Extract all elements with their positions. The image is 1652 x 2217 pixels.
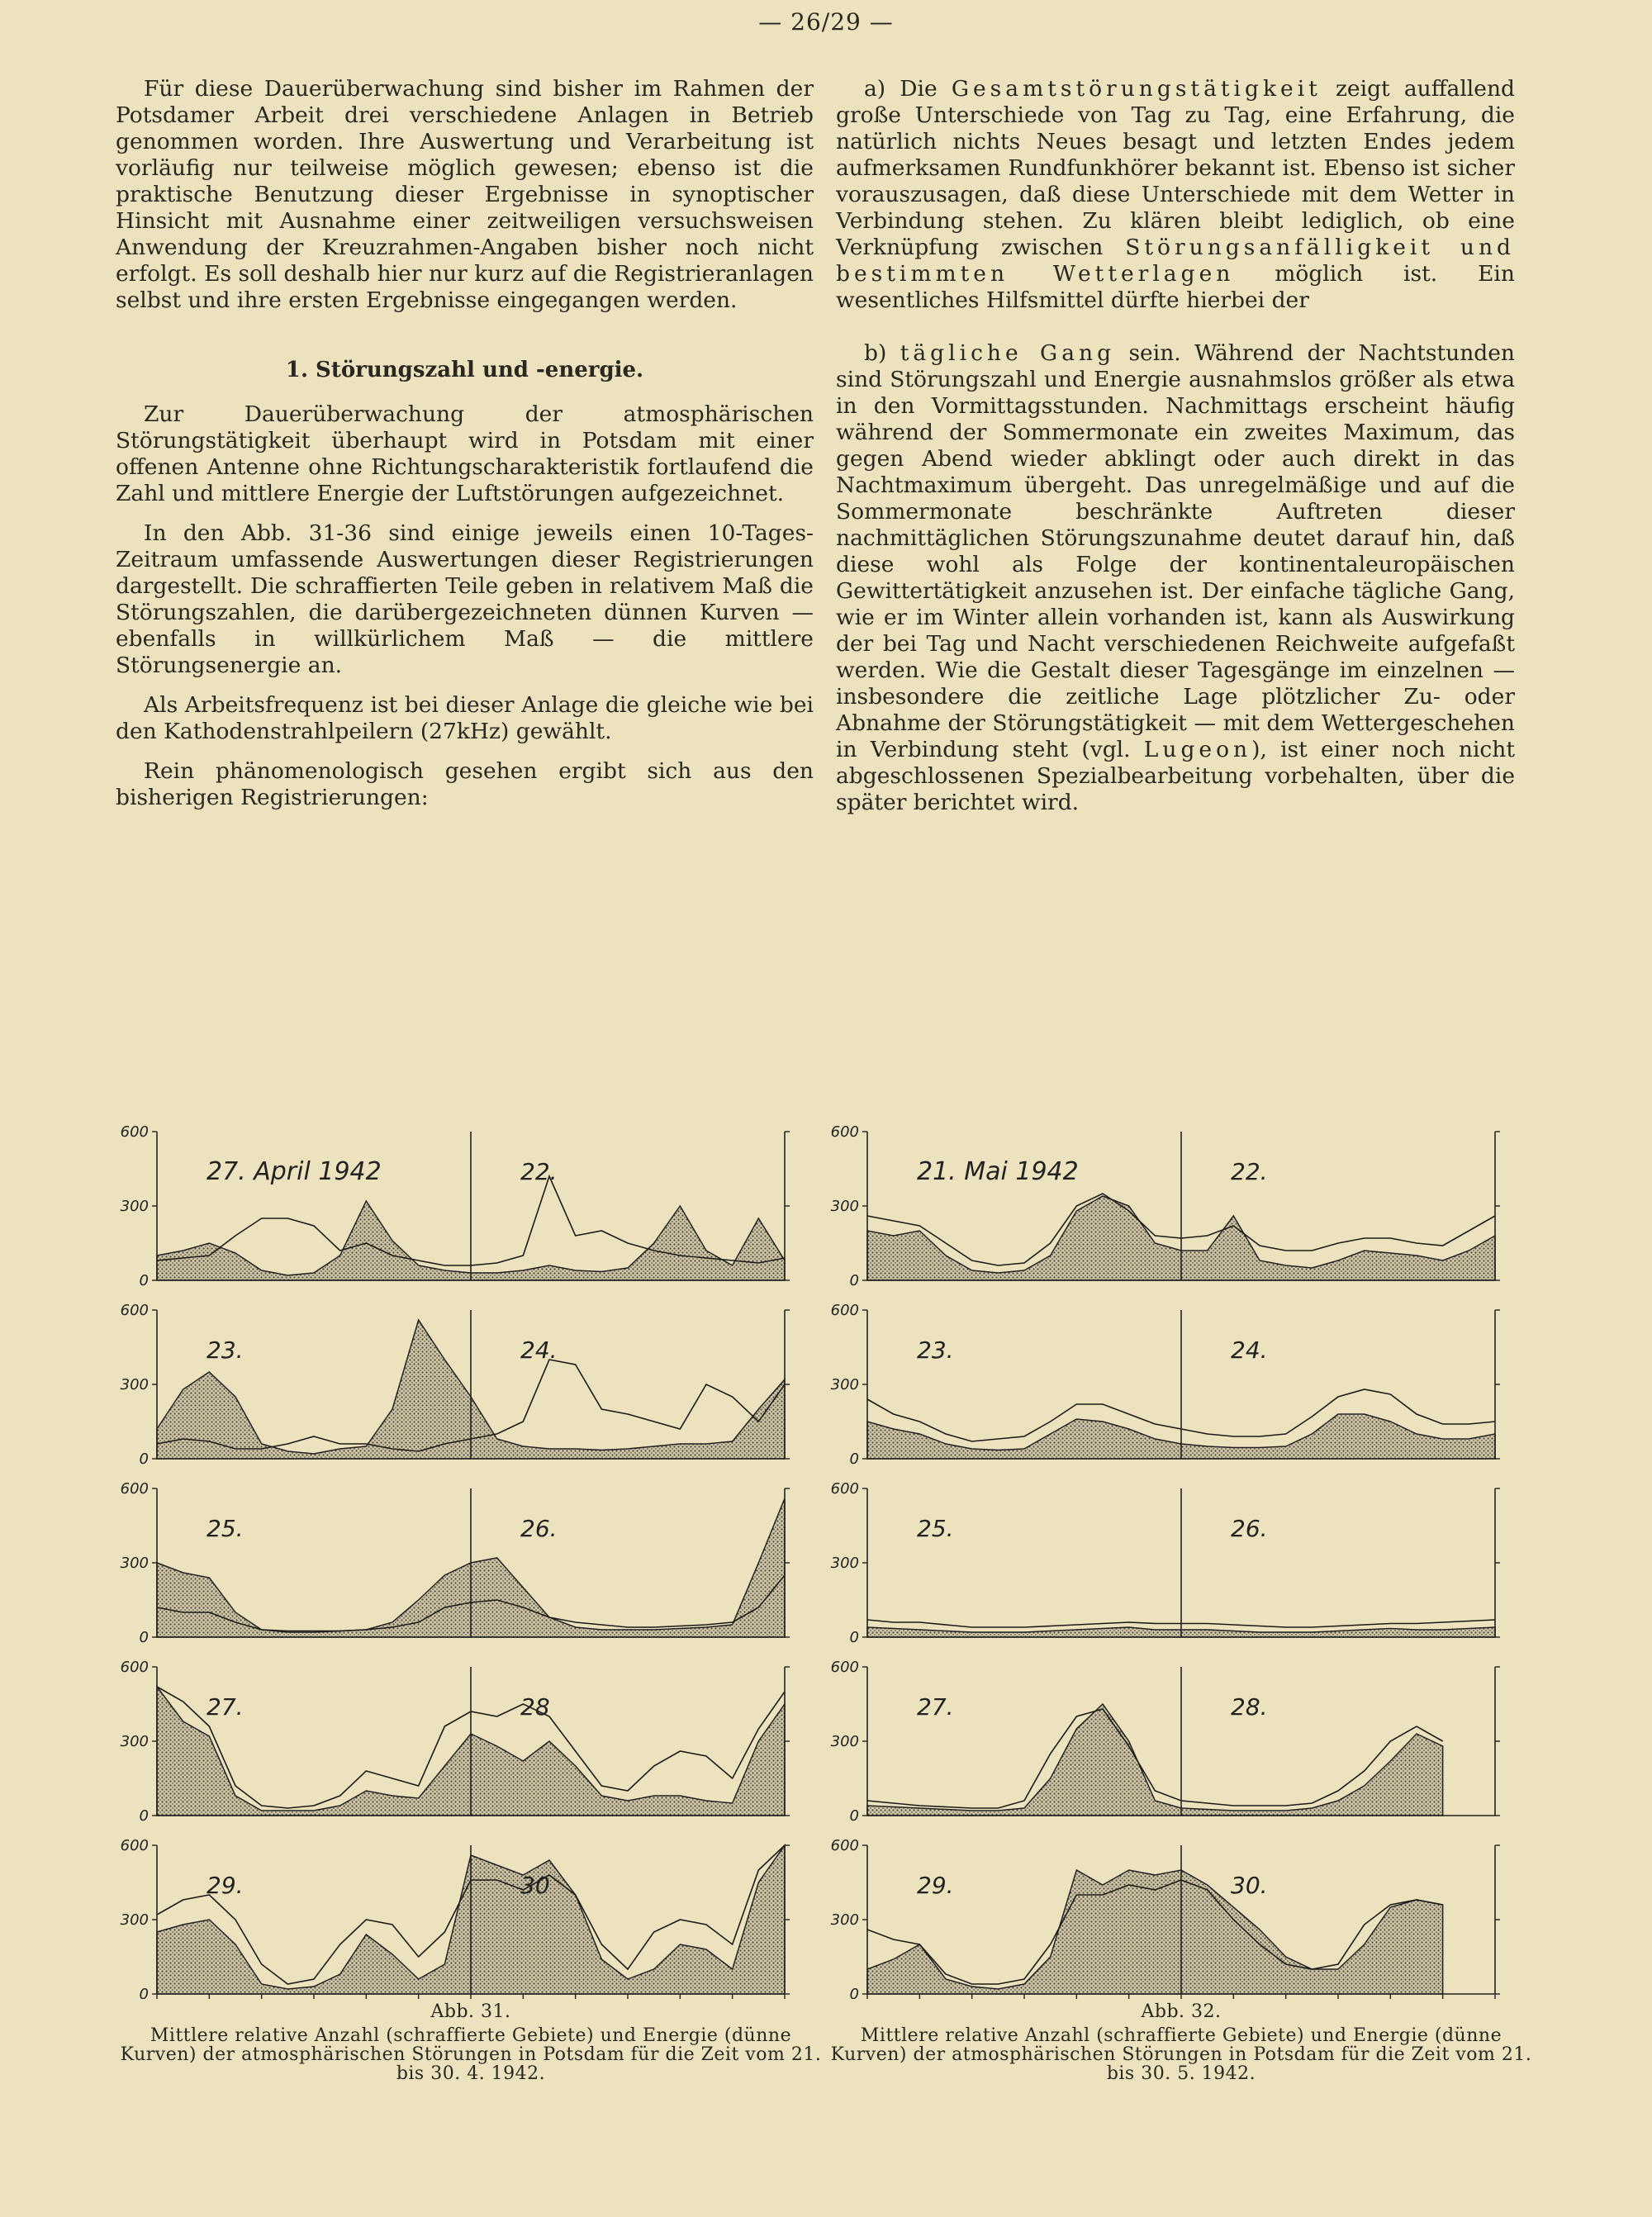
y-tick-label: 300 bbox=[830, 1376, 859, 1393]
panel-5 bbox=[121, 1837, 790, 1999]
y-tick-label: 0 bbox=[849, 1272, 859, 1289]
y-tick-label: 300 bbox=[830, 1733, 859, 1750]
panel-day-label: 23. bbox=[206, 1336, 244, 1364]
paragraph-b-text2: ), ist einer noch nicht abgeschlossenen Spezialbearbeitung vorbehalten, über die später berichtet wird. bbox=[836, 737, 1515, 815]
y-tick-label: 0 bbox=[849, 1986, 859, 1999]
figure-31-text: Mittlere relative Anzahl (schraffierte Gebiete) und Energie (dünne Kurven) der atmosphärischen Störungen in Potsdam für die Zeit vom 21. bis 30. 4. 1942. bbox=[120, 2025, 822, 2084]
panel-4 bbox=[121, 1659, 790, 1825]
panel-day-label-2: 26. bbox=[520, 1515, 558, 1542]
panel-day-label: 25. bbox=[206, 1515, 244, 1542]
panel-day-label: 29. bbox=[917, 1872, 954, 1899]
y-tick-label: 600 bbox=[120, 1302, 149, 1319]
y-tick-label: 300 bbox=[830, 1198, 859, 1215]
panel-day-label-2: 28. bbox=[1231, 1693, 1268, 1721]
paragraph-a bbox=[836, 76, 1515, 314]
chart-abb-32 bbox=[826, 1115, 1536, 1999]
y-tick-label: 300 bbox=[120, 1376, 149, 1393]
y-tick-label: 300 bbox=[120, 1555, 149, 1572]
y-tick-label: 300 bbox=[120, 1733, 149, 1750]
panel-4 bbox=[831, 1659, 1500, 1825]
panel-day-label: 23. bbox=[917, 1336, 954, 1364]
paragraph-a-text2: möglich ist. Ein wesentliches Hilfsmittel dürfte hierbei der bbox=[836, 261, 1515, 313]
panel-3 bbox=[121, 1480, 790, 1646]
y-tick-label: 600 bbox=[120, 1480, 149, 1498]
y-tick-label: 600 bbox=[830, 1123, 859, 1141]
y-tick-label: 300 bbox=[120, 1198, 149, 1215]
y-tick-label: 0 bbox=[139, 1450, 149, 1468]
figure-32-text: Mittlere relative Anzahl (schraffierte Gebiete) und Energie (dünne Kurven) der atmosphärischen Störungen in Potsdam für die Zeit vom 21. bis 30. 5. 1942. bbox=[830, 2025, 1532, 2084]
panel-day-label: 25. bbox=[917, 1515, 954, 1542]
page-number: — 26/29 — bbox=[758, 8, 894, 36]
panel-1 bbox=[121, 1123, 790, 1289]
panel-day-label-2: 24. bbox=[520, 1336, 558, 1364]
figure-32-caption bbox=[826, 2002, 1536, 2083]
chart-abb-31 bbox=[116, 1115, 826, 1999]
paragraph-a-term2: Störungsanfälligkeit und bestimmten Wetterlagen bbox=[836, 235, 1515, 287]
panel-day-label: 29. bbox=[206, 1872, 244, 1899]
y-tick-label: 0 bbox=[849, 1807, 859, 1825]
panel-day-label: 27. April 1942 bbox=[206, 1157, 382, 1186]
y-tick-label: 600 bbox=[830, 1480, 859, 1498]
y-tick-label: 600 bbox=[830, 1302, 859, 1319]
panel-day-label-2: 30 bbox=[520, 1872, 550, 1899]
paragraph-a-term: Gesamtstörungstätigkeit bbox=[951, 76, 1322, 102]
y-tick-label: 300 bbox=[120, 1911, 149, 1929]
y-tick-label: 300 bbox=[830, 1555, 859, 1572]
figure-31 bbox=[116, 1115, 826, 2083]
paragraph-b-text1: sein. Während der Nachtstunden sind Störungszahl und Energie ausnahmslos größer als etwa in den Vormittagsstunden. Nachmittags erscheint häufig während der Sommermonate ein zweites Maximum, das gegen Abend wieder abklingt oder auch direkt in das Nachtmaximum übergeht. Das unregelmäßige und auf die Sommermonate beschränkte Auftreten dieser nachmittäglichen Störungszunahme deutet darauf hin, daß diese wohl als Folge der kontinentaleuropäischen Gewittertätigkeit anzusehen ist. Der einfache tägliche Gang, wie er im Winter allein vorhanden ist, kann als Auswirkung der bei Tag und Nacht verschiedenen Reichweite aufgefaßt werden. Wie die Gestalt dieser Tagesgänge im einzelnen — insbesondere die zeitliche Lage plötzlicher Zu- oder Abnahme der Störungstätigkeit — mit dem Wettergeschehen in Verbindung steht (vgl. bbox=[836, 340, 1515, 762]
y-tick-label: 0 bbox=[139, 1986, 149, 1999]
figure-32-number: Abb. 32. bbox=[1141, 2001, 1222, 2022]
paragraph-frequency: Als Arbeitsfrequenz ist bei dieser Anlage die gleiche wie bei den Kathodenstrahlpeilern (27kHz) gewählt. bbox=[116, 692, 814, 744]
paragraph-b-prefix: b) bbox=[864, 340, 887, 366]
section-heading: 1. Störungszahl und -energie. bbox=[285, 358, 644, 382]
y-tick-label: 0 bbox=[139, 1629, 149, 1646]
paragraph-antenna: Zur Dauerüberwachung der atmosphärischen Störungstätigkeit überhaupt wird in Potsdam mit einer offenen Antenne ohne Richtungscharakteristik fortlaufend die Zahl und mittlere Energie der Luftstörungen aufgezeichnet. bbox=[116, 401, 814, 506]
panel-day-label: 27. bbox=[206, 1693, 244, 1721]
panel-day-label: 27. bbox=[917, 1693, 954, 1721]
panel-5 bbox=[831, 1837, 1500, 1999]
y-tick-label: 0 bbox=[139, 1272, 149, 1289]
paragraph-phenomenology: Rein phänomenologisch gesehen ergibt sich aus den bisherigen Registrierungen: bbox=[116, 758, 814, 810]
paragraph-a-prefix: a) Die bbox=[864, 76, 938, 102]
paragraph-figures: In den Abb. 31-36 sind einige jeweils einen 10-Tages-Zeitraum umfassende Auswertungen dieser Registrierungen dargestellt. Die schraffierten Teile geben in relativem Maß die Störungszahlen, die darübergezeichneten dünnen Kurven — ebenfalls in willkürlichem Maß — die mittlere Störungsenergie an. bbox=[116, 520, 814, 678]
panel-1 bbox=[831, 1123, 1500, 1289]
panel-day-label-2: 22. bbox=[520, 1158, 558, 1185]
figure-31-caption bbox=[116, 2002, 826, 2083]
y-tick-label: 600 bbox=[830, 1659, 859, 1676]
panel-day-label-2: 28 bbox=[520, 1693, 550, 1721]
paragraph-a-text1: zeigt auffallend große Unterschiede von Tag zu Tag, eine Erfahrung, die natürlich nichts Neues besagt und letzten Endes jedem aufmerksamen Rundfunkhörer bekannt ist. Ebenso ist sicher vorauszusagen, daß diese Unterschiede mit dem Wetter in Verbindung stehen. Zu klären bleibt lediglich, ob eine Verknüpfung zwischen bbox=[836, 76, 1515, 260]
y-tick-label: 0 bbox=[849, 1629, 859, 1646]
count-area-4 bbox=[867, 1704, 1443, 1816]
paragraph-b-term2: Lugeon bbox=[1143, 737, 1252, 762]
y-tick-label: 300 bbox=[830, 1911, 859, 1929]
figure-32 bbox=[826, 1115, 1536, 2083]
y-tick-label: 0 bbox=[849, 1450, 859, 1468]
paragraph-b-term: tägliche Gang bbox=[900, 340, 1116, 366]
panel-2 bbox=[121, 1302, 790, 1468]
panel-day-label-2: 24. bbox=[1231, 1336, 1268, 1364]
y-tick-label: 0 bbox=[139, 1807, 149, 1825]
panel-3 bbox=[831, 1480, 1500, 1646]
panel-day-label-2: 30. bbox=[1231, 1872, 1268, 1899]
y-tick-label: 600 bbox=[830, 1837, 859, 1854]
panel-day-label: 21. Mai 1942 bbox=[917, 1157, 1079, 1186]
panel-day-label-2: 22. bbox=[1231, 1158, 1268, 1185]
y-tick-label: 600 bbox=[120, 1659, 149, 1676]
intro-paragraph: Für diese Dauerüberwachung sind bisher im Rahmen der Potsdamer Arbeit drei verschiedene Anlagen in Betrieb genommen worden. Ihre Auswertung und Verarbeitung ist vorläufig nur teilweise möglich gewesen; ebenso ist die praktische Benutzung dieser Ergebnisse in synoptischer Hinsicht mit Ausnahme einer zeitweiligen versuchsweisen Anwendung der Kreuzrahmen-Angaben bisher noch nicht erfolgt. Es soll deshalb hier nur kurz auf die Registrieranlagen selbst und ihre ersten Ergebnisse eingegangen werden. bbox=[116, 76, 814, 313]
left-column bbox=[116, 76, 814, 824]
right-column bbox=[836, 76, 1515, 829]
panel-2 bbox=[831, 1302, 1500, 1468]
y-tick-label: 600 bbox=[120, 1123, 149, 1141]
figure-31-number: Abb. 31. bbox=[430, 2001, 511, 2022]
panel-day-label-2: 26. bbox=[1231, 1515, 1268, 1542]
y-tick-label: 600 bbox=[120, 1837, 149, 1854]
paragraph-b bbox=[836, 340, 1515, 816]
